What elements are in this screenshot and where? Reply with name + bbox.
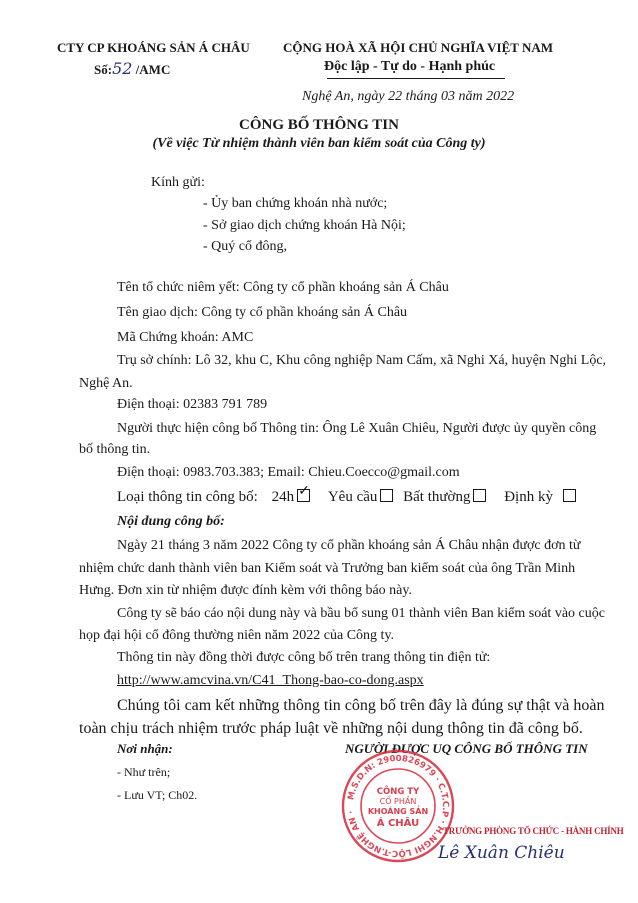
company-name: CTY CP KHOÁNG SẢN Á CHÂU <box>57 40 250 55</box>
option-irregular-checkbox[interactable] <box>473 489 486 502</box>
content-paragraph-line: Công ty sẽ báo cáo nội dung này và bầu bổ sung 01 thành viên Ban kiểm soát vào cuộc <box>117 606 605 621</box>
checkmark-icon: ✓ <box>298 484 310 499</box>
document-title: CÔNG BỐ THÔNG TIN <box>239 117 399 133</box>
recipient-item: - Sở giao dịch chứng khoán Hà Nội; <box>203 218 406 233</box>
content-heading: Nội dung công bố: <box>117 514 225 529</box>
content-paragraph-line: Hưng. Đơn xin từ nhiệm được đính kèm với thông báo này. <box>79 583 412 598</box>
content-paragraph-line: nhiệm chức danh thành viên ban Kiểm soát và Trưởng ban kiểm soát của ông Trần Minh <box>79 561 576 576</box>
number-prefix: Số: <box>94 62 113 77</box>
option-irregular-label: Bất thường <box>403 489 471 505</box>
number-suffix: /AMC <box>132 62 171 77</box>
document-number <box>94 59 170 78</box>
handwritten-number: 52 <box>112 59 133 78</box>
stamp-line: KHOÁNG SẢN <box>367 807 429 816</box>
headquarters-line2: Nghệ An. <box>79 376 133 391</box>
footer-recipient: - Như trên; <box>117 765 171 779</box>
content-paragraph-line: họp đại hội cổ đông thường niên năm 2022 của Công ty. <box>79 628 395 643</box>
place-date: Nghệ An, ngày 22 tháng 03 năm 2022 <box>302 89 515 104</box>
commitment-line1: Chúng tôi cam kết những thông tin công bố trên đây là đúng sự thật và hoàn <box>117 697 605 714</box>
option-24h-checkbox[interactable] <box>297 484 310 502</box>
nation-name: CỘNG HOÀ XÃ HỘI CHỦ NGHĨA VIỆT NAM <box>283 40 554 55</box>
recipient-item: - Quý cổ đông, <box>203 239 287 254</box>
option-request-checkbox[interactable] <box>380 489 393 502</box>
content-paragraph-line: Ngày 21 tháng 3 năm 2022 Công ty cổ phần khoáng sản Á Châu nhận được đơn từ <box>117 538 581 553</box>
stamp-ring-text: M.S.D.N: 2900826979 · C.T.C.P · H.NGHI LỘC-T.NGHỆ AN · <box>346 753 451 859</box>
signer-position: TRƯỞNG PHÒNG TỔ CHỨC - HÀNH CHÍNH <box>443 826 624 836</box>
headquarters-line1: Trụ sở chính: Lô 32, khu C, Khu công nghiệp Nam Cấm, xã Nghi Xá, huyện Nghi Lộc, <box>117 353 607 368</box>
trade-name: Tên giao dịch: Công ty cổ phần khoáng sản Á Châu <box>117 305 408 320</box>
stamp-line: CÔNG TY <box>376 787 420 797</box>
recipients-heading: Nơi nhận: <box>117 741 173 756</box>
discloser-contact: Điện thoại: 0983.703.383; Email: Chieu.Coecco@gmail.com <box>117 465 460 480</box>
company-phone: Điện thoại: 02383 791 789 <box>117 397 268 412</box>
greeting: Kính gửi: <box>151 175 205 190</box>
disclosure-type-row <box>117 484 576 506</box>
commitment-line2: toàn chịu trách nhiệm trước pháp luật về những nội dung thông tin đã công bố. <box>79 720 583 737</box>
signer-name-signature: Lê Xuân Chiêu <box>438 843 565 863</box>
discloser-line1: Người thực hiện công bố Thông tin: Ông Lê Xuân Chiêu, Người được ủy quyền công <box>117 421 597 436</box>
stamp-line: CỔ PHẦN <box>379 797 417 806</box>
option-request-label: Yêu cầu <box>327 489 378 505</box>
discloser-line2: bố thông tin. <box>79 442 151 457</box>
document-subtitle: (Về việc Từ nhiệm thành viên ban kiểm soát của Công ty) <box>152 136 486 151</box>
motto-underline <box>327 78 505 79</box>
content-paragraph-line: Thông tin này đồng thời được công bố trên trang thông tin điện tử: <box>117 650 491 665</box>
date-year: 2022 <box>486 89 515 104</box>
footer-recipient: - Lưu VT; Ch02. <box>117 788 198 802</box>
date-month: 03 <box>440 89 455 104</box>
recipient-item: - Ủy ban chứng khoán nhà nước; <box>203 196 388 211</box>
disclosure-type-label: Loại thông tin công bố: <box>117 489 258 505</box>
option-periodic-checkbox[interactable] <box>563 489 576 502</box>
listed-org-name: Tên tổ chức niêm yết: Công ty cổ phần khoáng sản Á Châu <box>117 280 449 295</box>
national-motto: Độc lập - Tự do - Hạnh phúc <box>324 59 496 74</box>
option-periodic-label: Định kỳ <box>504 489 553 505</box>
disclosure-url-link[interactable]: http://www.amcvina.vn/C41_Thong-bao-co-dong.aspx <box>117 673 424 688</box>
stamp-line: Á CHÂU <box>376 818 420 829</box>
stock-code: Mã Chứng khoán: AMC <box>117 330 254 345</box>
signer-title: NGƯỜI ĐƯỢC UQ CÔNG BỐ THÔNG TIN <box>345 741 588 756</box>
option-24h-label: 24h <box>271 489 295 505</box>
date-day: 22 <box>388 89 403 104</box>
